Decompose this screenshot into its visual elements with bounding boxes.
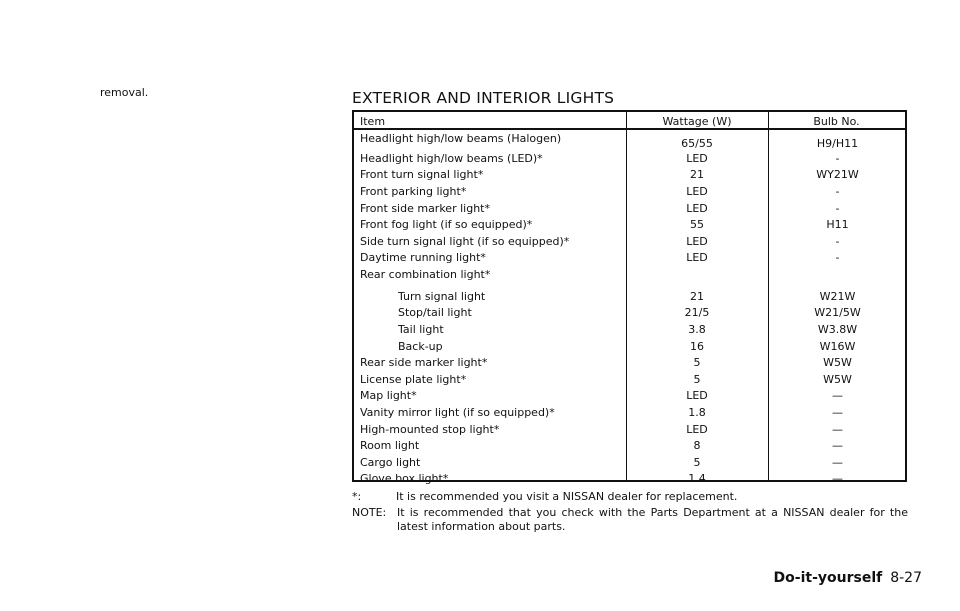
- row-item: Turn signal light: [398, 290, 486, 303]
- row-item: Side turn signal light (if so equipped)*: [360, 235, 570, 248]
- row-wattage: 65/55: [681, 137, 713, 150]
- row-wattage: 16: [690, 340, 704, 353]
- row-bulb-number: WY21W: [816, 168, 859, 181]
- row-wattage: 5: [693, 356, 701, 369]
- row-bulb-number: W21W: [819, 290, 856, 303]
- table-row: [354, 340, 905, 356]
- page-number: 8-27: [890, 570, 922, 586]
- row-item: License plate light*: [360, 373, 467, 386]
- row-wattage: LED: [686, 202, 708, 215]
- table-row: [354, 439, 905, 455]
- row-bulb-number: —: [832, 472, 843, 485]
- row-bulb-number: H9/H11: [816, 137, 859, 150]
- row-item: Front fog light (if so equipped)*: [360, 218, 533, 231]
- row-wattage: 5: [693, 373, 701, 386]
- row-bulb-number: —: [832, 456, 843, 469]
- row-wattage: 21: [690, 168, 704, 181]
- table-row: [354, 472, 905, 488]
- row-item: Rear combination light*: [360, 268, 491, 281]
- header-item: Item: [360, 115, 386, 128]
- row-item: Back-up: [398, 340, 443, 353]
- row-wattage: 1.8: [688, 406, 706, 419]
- header-bulb-number: Bulb No.: [813, 115, 860, 128]
- row-bulb-number: -: [835, 185, 840, 198]
- row-wattage: 21/5: [684, 306, 710, 319]
- row-wattage: 5: [693, 456, 701, 469]
- note-text: It is recommended you visit a NISSAN dealer for replacement.: [396, 490, 738, 503]
- note-text: It is recommended that you check with the Parts Department at a NISSAN dealer for the latest information about parts.: [397, 506, 908, 533]
- section-title: EXTERIOR AND INTERIOR LIGHTS: [352, 89, 615, 107]
- table-row: [354, 406, 905, 422]
- row-bulb-number: —: [832, 439, 843, 452]
- row-bulb-number: —: [832, 406, 843, 419]
- table-row: [354, 373, 905, 389]
- table-row: [354, 268, 905, 284]
- row-item: Headlight high/low beams (LED)*: [360, 152, 543, 165]
- row-item: Front side marker light*: [360, 202, 490, 215]
- row-wattage: 21: [690, 290, 704, 303]
- table-row: [354, 202, 905, 218]
- lights-table: [352, 110, 907, 485]
- row-bulb-number: —: [832, 389, 843, 402]
- row-bulb-number: -: [835, 152, 840, 165]
- note-marker: *:: [352, 490, 362, 503]
- table-row: [354, 218, 905, 234]
- row-item: High-mounted stop light*: [360, 423, 500, 436]
- note-marker: NOTE:: [352, 506, 387, 519]
- table-row: [354, 356, 905, 372]
- row-wattage: 3.8: [688, 323, 706, 336]
- table-row: [354, 306, 905, 322]
- row-bulb-number: W5W: [823, 373, 852, 386]
- table-row: [354, 251, 905, 267]
- row-bulb-number: W3.8W: [817, 323, 858, 336]
- row-item: Tail light: [398, 323, 444, 336]
- row-item: Daytime running light*: [360, 251, 486, 264]
- row-wattage: LED: [686, 251, 708, 264]
- table-row: [354, 132, 905, 148]
- row-item: Room light: [360, 439, 420, 452]
- row-bulb-number: -: [835, 202, 840, 215]
- row-wattage: 55: [690, 218, 704, 231]
- row-wattage: LED: [686, 389, 708, 402]
- row-bulb-number: W16W: [819, 340, 856, 353]
- table-row: [354, 152, 905, 168]
- page-footer: [774, 570, 922, 586]
- row-item: Stop/tail light: [398, 306, 472, 319]
- row-item: Map light*: [360, 389, 417, 402]
- row-bulb-number: -: [835, 235, 840, 248]
- row-wattage: LED: [686, 423, 708, 436]
- row-item: Cargo light: [360, 456, 421, 469]
- row-wattage: LED: [686, 152, 708, 165]
- row-wattage: 1.4: [688, 472, 706, 485]
- row-item: Rear side marker light*: [360, 356, 488, 369]
- table-row: [354, 235, 905, 251]
- table-row: [354, 389, 905, 405]
- row-bulb-number: —: [832, 423, 843, 436]
- table-row: [354, 456, 905, 472]
- table-row: [354, 185, 905, 201]
- row-bulb-number: W5W: [823, 356, 852, 369]
- row-item: Vanity mirror light (if so equipped)*: [360, 406, 555, 419]
- table-row: [354, 290, 905, 306]
- row-item: Glove box light*: [360, 472, 449, 485]
- row-bulb-number: W21/5W: [814, 306, 861, 319]
- table-header: [354, 112, 905, 130]
- table-row: [354, 168, 905, 184]
- row-item: Front turn signal light*: [360, 168, 484, 181]
- row-wattage: 8: [693, 439, 701, 452]
- row-wattage: LED: [686, 235, 708, 248]
- row-item: Front parking light*: [360, 185, 467, 198]
- row-wattage: LED: [686, 185, 708, 198]
- table-row: [354, 323, 905, 339]
- table-row: [354, 423, 905, 439]
- chapter-name: Do-it-yourself: [773, 570, 883, 586]
- row-item: Headlight high/low beams (Halogen): [360, 132, 562, 145]
- row-bulb-number: H11: [826, 218, 849, 231]
- row-bulb-number: -: [835, 251, 840, 264]
- continued-text: removal.: [100, 86, 149, 99]
- header-wattage: Wattage (W): [662, 115, 732, 128]
